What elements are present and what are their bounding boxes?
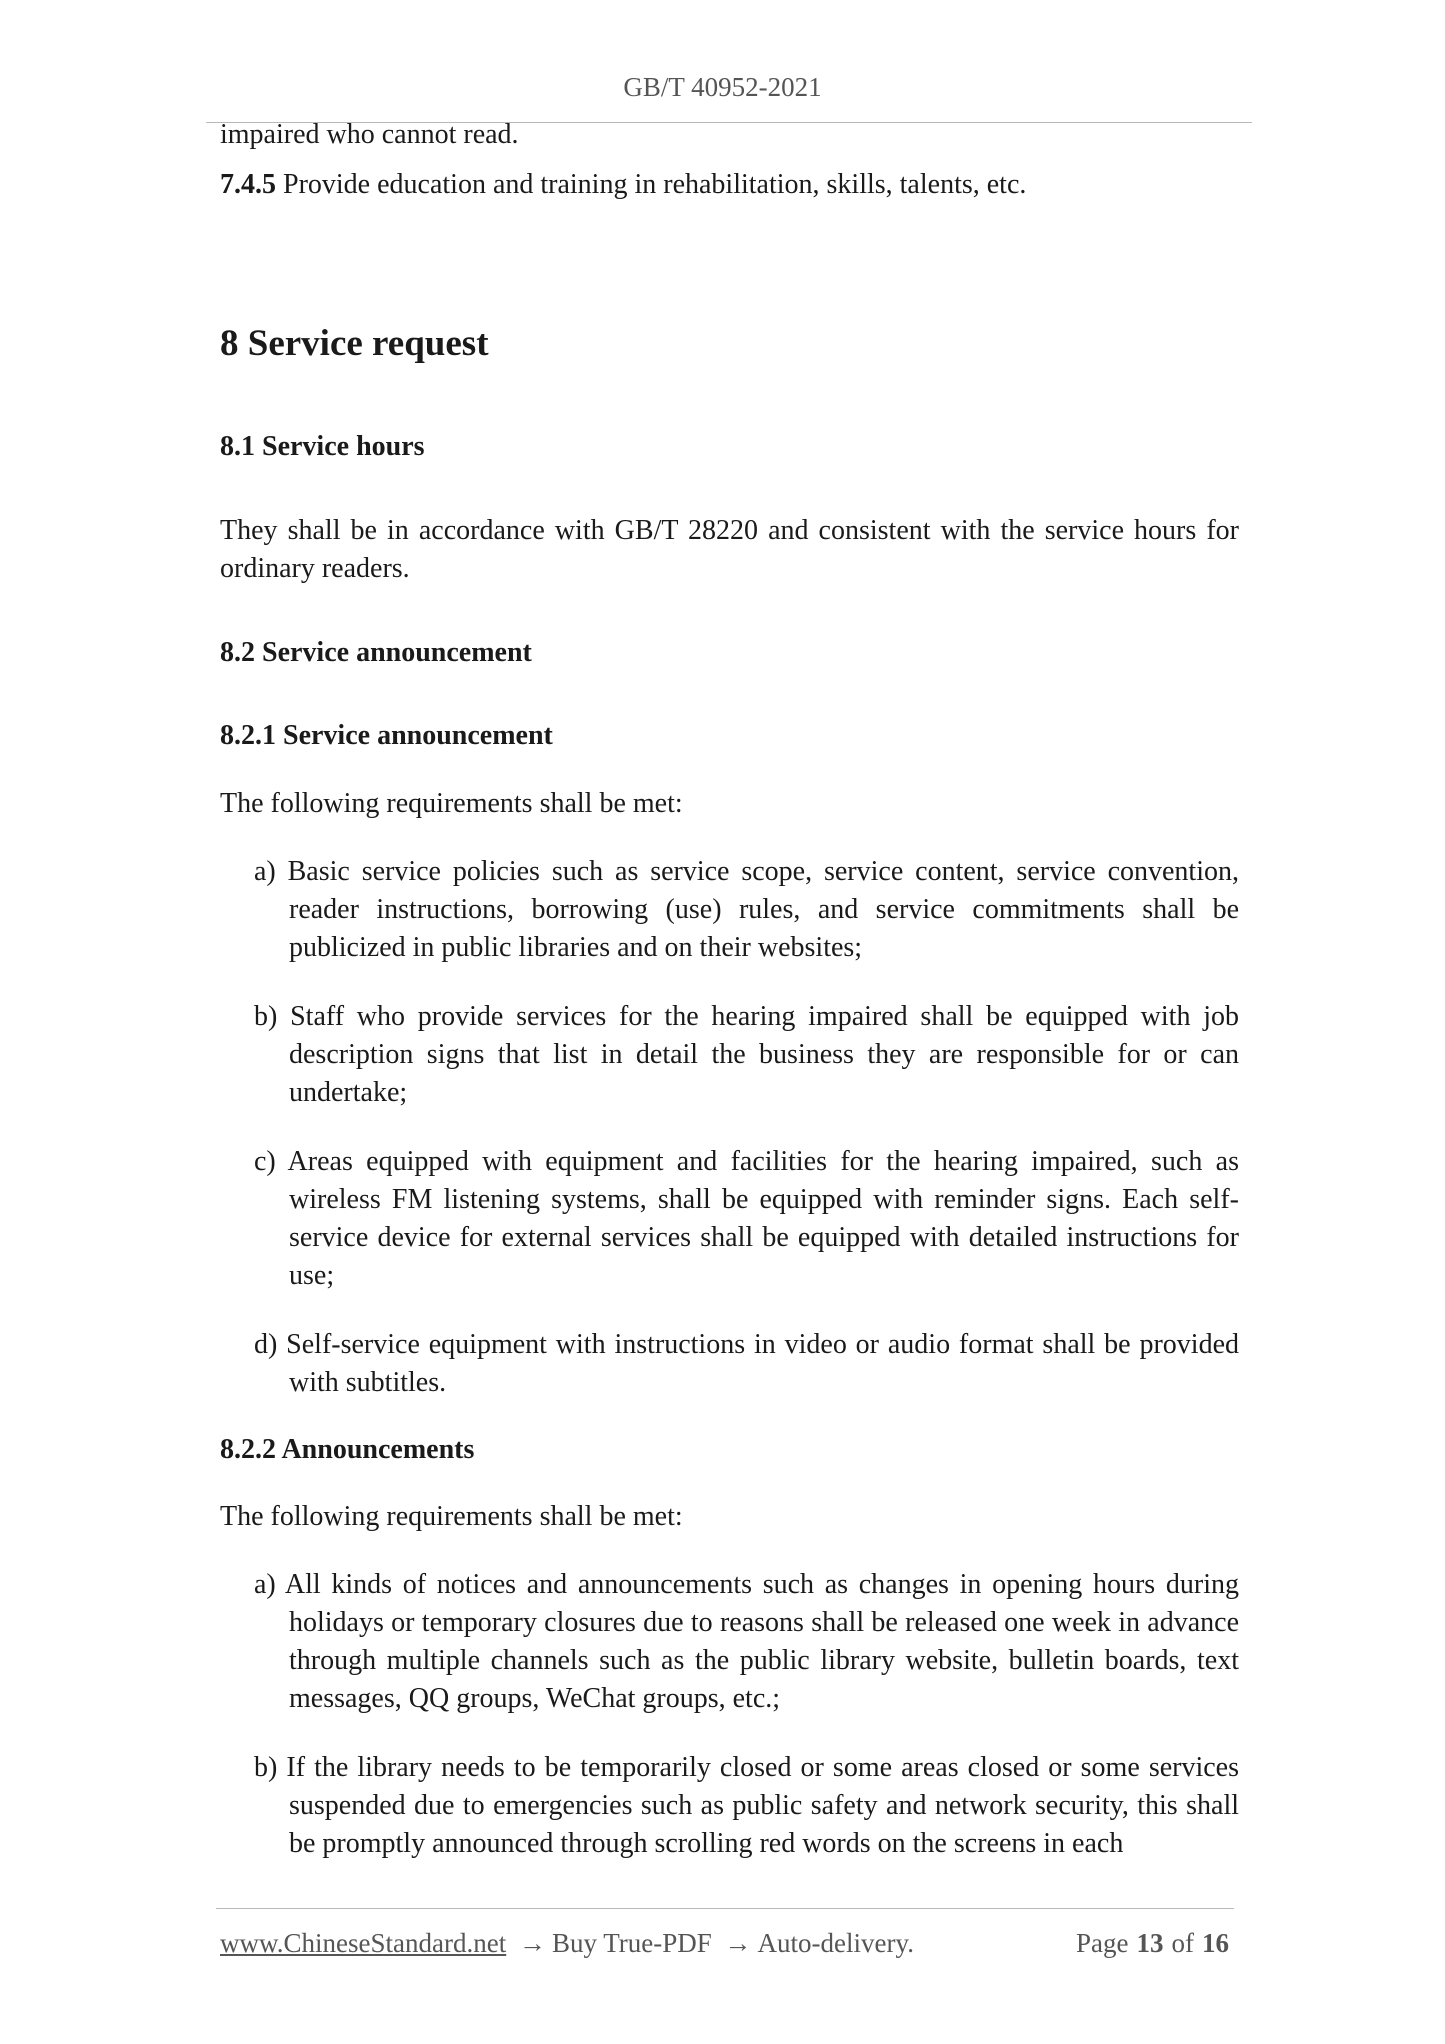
clause-7-4-5 — [220, 166, 1239, 204]
site-link[interactable]: www.ChineseStandard.net — [220, 1928, 507, 1958]
clause-number: 7.4.5 — [220, 169, 276, 200]
header-standard-code: GB/T 40952-2021 — [623, 72, 822, 102]
page-indicator — [1076, 1928, 1229, 1959]
buy-text: Buy True-PDF — [551, 1928, 712, 1958]
section-8-2-2-intro: The following requirements shall be met: — [220, 1501, 683, 1532]
list-item: a) Basic service policies such as service scope, service content, service convention, reader instructions, borrowing (use) rules, and service commitments shall be publicized in public libraries and on their websites; — [254, 856, 1239, 963]
footer-promo — [220, 1928, 914, 1959]
continuation-text: impaired who cannot read. — [220, 119, 519, 150]
list-item: a) All kinds of notices and announcements such as changes in opening hours during holidays or temporary closures due to reasons shall be released one week in advance through multiple channels such as the public library website, bulletin boards, text messages, QQ groups, WeChat groups, etc.; — [254, 1569, 1239, 1714]
delivery-text: Auto-delivery. — [757, 1928, 914, 1958]
section-8-2-heading: 8.2 Service announcement — [220, 637, 532, 668]
arrow-right-icon: → — [724, 1928, 752, 1958]
list-item: c) Areas equipped with equipment and facilities for the hearing impaired, such as wireless FM listening systems, shall be equipped with reminder signs. Each self-service device for external services shall be equipped with detailed instructions for use; — [254, 1146, 1239, 1291]
page-label: Page — [1076, 1928, 1129, 1958]
section-8-2-1-heading: 8.2.1 Service announcement — [220, 720, 553, 751]
list-item: b) If the library needs to be temporarily closed or some areas closed or some services suspended due to emergencies such as public safety and network security, this shall be promptly announced through scrolling red words on the screens in each — [254, 1752, 1239, 1859]
page-total: 16 — [1202, 1928, 1229, 1958]
arrow-right-icon: → — [518, 1928, 546, 1958]
section-8-2-2-heading: 8.2.2 Announcements — [220, 1434, 475, 1465]
section-8-1-heading: 8.1 Service hours — [220, 431, 425, 462]
clause-text: Provide education and training in rehabilitation, skills, talents, etc. — [276, 169, 1027, 200]
section-8-1-text: They shall be in accordance with GB/T 28220 and consistent with the service hours for ordinary readers. — [220, 515, 1239, 584]
page-current: 13 — [1136, 1928, 1164, 1958]
list-item: b) Staff who provide services for the hearing impaired shall be equipped with job description signs that list in detail the business they are responsible for or can undertake; — [254, 1001, 1239, 1108]
of-label: of — [1171, 1928, 1194, 1958]
section-8-heading: 8 Service request — [220, 323, 489, 364]
section-8-2-1-intro: The following requirements shall be met: — [220, 788, 683, 819]
list-item: d) Self-service equipment with instructions in video or audio format shall be provided with subtitles. — [254, 1329, 1239, 1398]
footer-divider — [216, 1908, 1234, 1909]
